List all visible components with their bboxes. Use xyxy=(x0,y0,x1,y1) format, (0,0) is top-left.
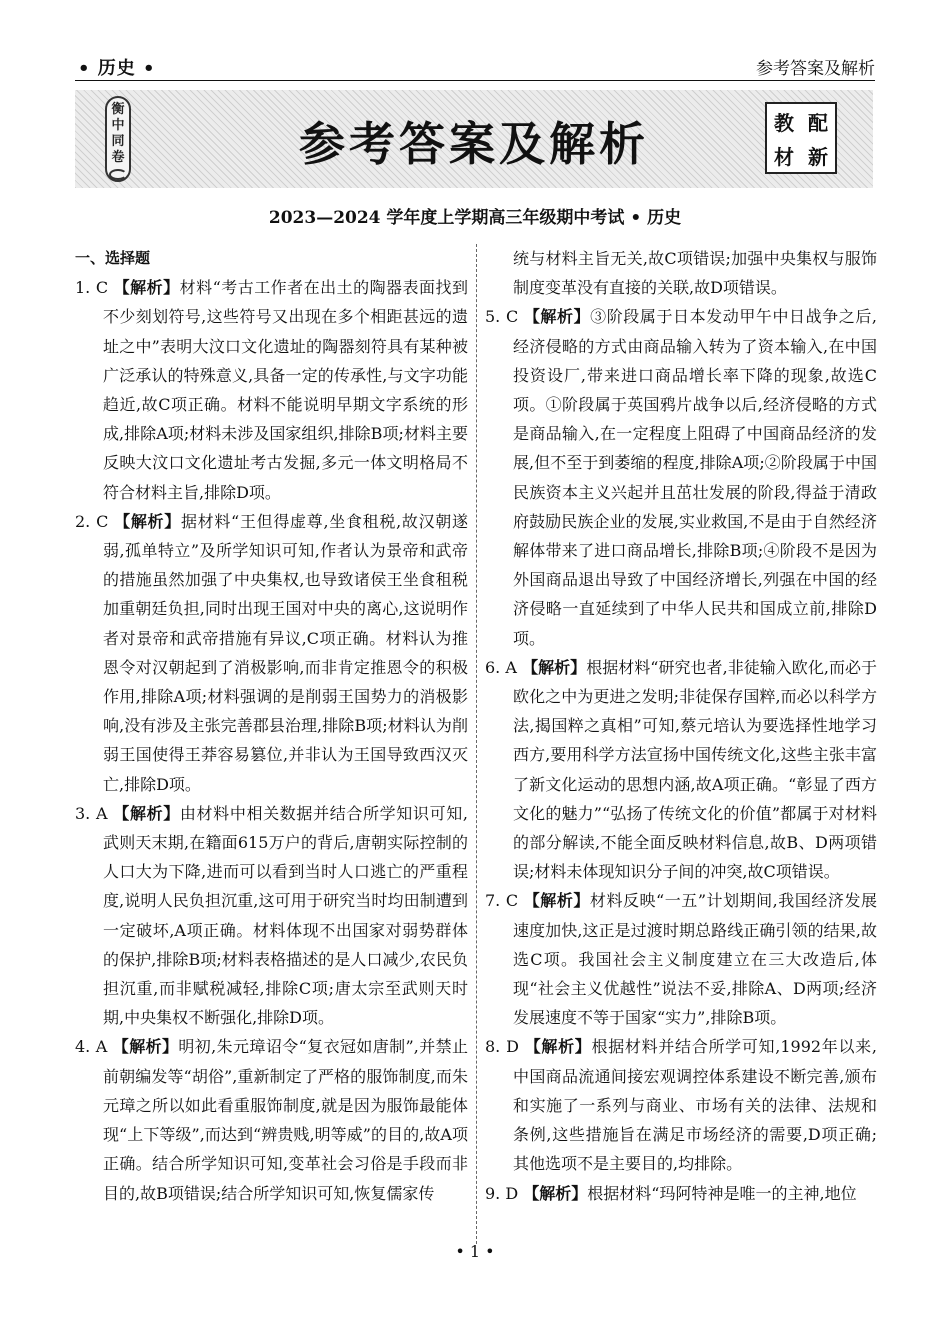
item-number: 3. xyxy=(75,803,91,823)
column-divider xyxy=(476,244,477,1244)
analysis-tag: 【解析】 xyxy=(524,1037,592,1057)
item-answer: A xyxy=(505,657,517,677)
item-answer: D xyxy=(505,1183,519,1203)
answer-item xyxy=(75,507,468,799)
analysis-tag: 【解析】 xyxy=(523,891,590,911)
item-text: 根据材料“研究也者,非徒输入欧化,而必于欧化之中为更进之发明;非徒保存国粹,而必以科学方法,揭国粹之真相”可知,蔡元培认为要选择性地学习西方,要用科学方法宣扬中国传统文化,这些主张丰富了新文化运动的思想内涵,故A项正确。“彰显了西方文化的魅力”“弘扬了传统文化的价值”都属于对材料的部分解读,不能全面反映材料信息,故B、D两项错误;材料未体现知识分子间的冲突,故C项错误。 xyxy=(513,657,878,882)
seal-char: 中 xyxy=(111,118,125,133)
section-heading: 一、选择题 xyxy=(75,249,151,267)
item-answer: D xyxy=(506,1037,519,1057)
answer-item xyxy=(485,1032,877,1178)
continued-text: 统与材料主旨无关,故C项错误;加强中央集权与服饰制度变革没有直接的关联,故D项错误。 xyxy=(513,249,877,298)
analysis-tag: 【解析】 xyxy=(112,1037,179,1057)
stamp-badge xyxy=(765,102,837,174)
item-text: 材料“考古工作者在出土的陶器表面找到不少刻划符号,这些符号又出现在多个相距甚远的遗址之中”表明大汶口文化遗址的陶器刻符具有某种被广泛承认的特殊意义,具备一定的传承性,与文字功能趋近,故C项正确。材料不能说明早期文字系统的形成,排除A项;材料未涉及国家组织,排除B项;材料主要反映大汶口文化遗址考古发掘,多元一体文明格局不符合材料主旨,排除D项。 xyxy=(103,278,468,502)
page-header xyxy=(75,50,875,81)
answer-item xyxy=(75,1032,468,1207)
item-answer: C xyxy=(96,511,109,531)
left-column xyxy=(75,244,468,1208)
item-text: 由材料中相关数据并结合所学知识可知,武则天末期,在籍面615万户的背后,唐朝实际控制的人口大为下降,进而可以看到当时人口逃亡的严重程度,说明人民负担沉重,这可用于研究当时均田制遭到一定破坏,A项正确。材料体现不出国家对弱势群体的保护,排除B项;材料表格描述的是人口减少,农民负担沉重,而非赋税减轻,排除C项;唐太宗至武则天时期,中央集权不断强化,排除D项。 xyxy=(103,803,468,1028)
header-right-title: 参考答案及解析 xyxy=(756,59,875,79)
item-text: ③阶段属于日本发动甲午中日战争之后,经济侵略的方式由商品输入转为了资本输入,在中国投资设厂,带来进口商品增长率下降的现象,故选C项。①阶段属于英国鸦片战争以后,经济侵略的方式是商品输入,在一定程度上阻碍了中国商品经济的发展,但不至于到萎缩的程度,排除A项;②阶段属于中国民族资本主义兴起并且茁壮发展的阶段,得益于清政府鼓励民族企业的发展,实业救国,不是由于自然经济解体带来了进口商品增长,排除B项;④阶段不是因为外国商品退出导致了中国经济增长,列强在中国的经济侵略一直延续到了中华人民共和国成立前,排除D项。 xyxy=(513,307,877,648)
seal-char: 卷 xyxy=(111,150,125,165)
stamp-char: 新 xyxy=(808,144,828,169)
analysis-tag: 【解析】 xyxy=(114,511,181,531)
item-number: 9. xyxy=(485,1183,501,1203)
item-number: 8. xyxy=(485,1037,501,1057)
item-answer: C xyxy=(505,891,519,911)
analysis-tag: 【解析】 xyxy=(522,657,587,677)
stamp-char: 材 xyxy=(774,144,794,169)
item-text: 据材料“王但得虚尊,坐食租税,故汉朝遂弱,孤单特立”及所学知识可知,作者认为景帝和武帝的措施虽然加强了中央集权,也导致诸侯王坐食租税加重朝廷负担,同时出现王国对中央的离心,这说明作者对景帝和武帝措施有异议,C项正确。材料认为推恩令对汉朝起到了消极影响,而非肯定推恩令的积极作用,排除A项;材料强调的是削弱王国势力的消极影响,没有涉及主张完善郡县治理,排除B项;材料认为削弱王国使得王莽容易篡位,并非认为王国导致西汉灭亡,排除D项。 xyxy=(103,511,468,794)
analysis-tag: 【解析】 xyxy=(113,803,180,823)
page-number: • 1 • xyxy=(455,1242,495,1261)
item-answer: A xyxy=(95,1037,108,1057)
answer-item xyxy=(75,799,468,1033)
seal-char: 同 xyxy=(111,134,125,149)
analysis-tag: 【解析】 xyxy=(113,278,180,298)
answer-item xyxy=(485,302,877,652)
item-number: 7. xyxy=(485,891,501,911)
item-answer: C xyxy=(95,278,109,298)
answer-item xyxy=(485,1179,877,1208)
item-text: 根据材料并结合所学可知,1992年以来,中国商品流通间接宏观调控体系建设不断完善,颁布和实施了一系列与商业、市场有关的法律、法规和条例,这些措施旨在满足市场经济的需要,D项正确;其他选项不是主要目的,均排除。 xyxy=(513,1037,877,1174)
banner-title: 参考答案及解析 xyxy=(299,117,649,171)
subject-label: • 历史 • xyxy=(78,58,156,79)
item-number: 5. xyxy=(485,307,501,327)
stamp-char: 配 xyxy=(808,110,828,135)
item-number: 4. xyxy=(75,1037,91,1057)
analysis-tag: 【解析】 xyxy=(523,1183,588,1203)
item-text: 明初,朱元璋诏令“复衣冠如唐制”,并禁止前朝编发等“胡俗”,重新制定了严格的服饰制度,而朱元璋之所以如此看重服饰制度,就是因为服饰最能体现“上下等级”,而达到“辨贵贱,明等威”的目的,故A项正确。结合所学知识可知,变革社会习俗是手段而非目的,故B项错误;结合所学知识可知,恢复儒家传 xyxy=(103,1037,468,1203)
item-answer: A xyxy=(96,803,108,823)
item-number: 1. xyxy=(75,278,91,298)
answer-item xyxy=(485,886,877,1032)
analysis-tag: 【解析】 xyxy=(523,307,591,327)
seal-char: 衡 xyxy=(111,102,125,117)
item-number: 2. xyxy=(75,511,91,531)
answer-item xyxy=(485,653,877,887)
item-number: 6. xyxy=(485,657,501,677)
exam-title: 2023—2024 学年度上学期高三年级期中考试 • 历史 xyxy=(268,208,682,228)
answer-item xyxy=(75,273,468,507)
item-answer: C xyxy=(505,307,519,327)
title-banner xyxy=(75,90,873,188)
item-text: 根据材料“玛阿特神是唯一的主神,地位 xyxy=(587,1183,857,1203)
right-column xyxy=(485,244,877,1208)
item-text: 材料反映“一五”计划期间,我国经济发展速度加快,这正是过渡时期总路线正确引领的结果,故选C项。我国社会主义制度建立在三大改造后,体现“社会主义优越性”说法不妥,排除A、D两项;经济发展速度不等于国家“实力”,排除B项。 xyxy=(513,891,877,1028)
stamp-char: 教 xyxy=(774,110,794,135)
